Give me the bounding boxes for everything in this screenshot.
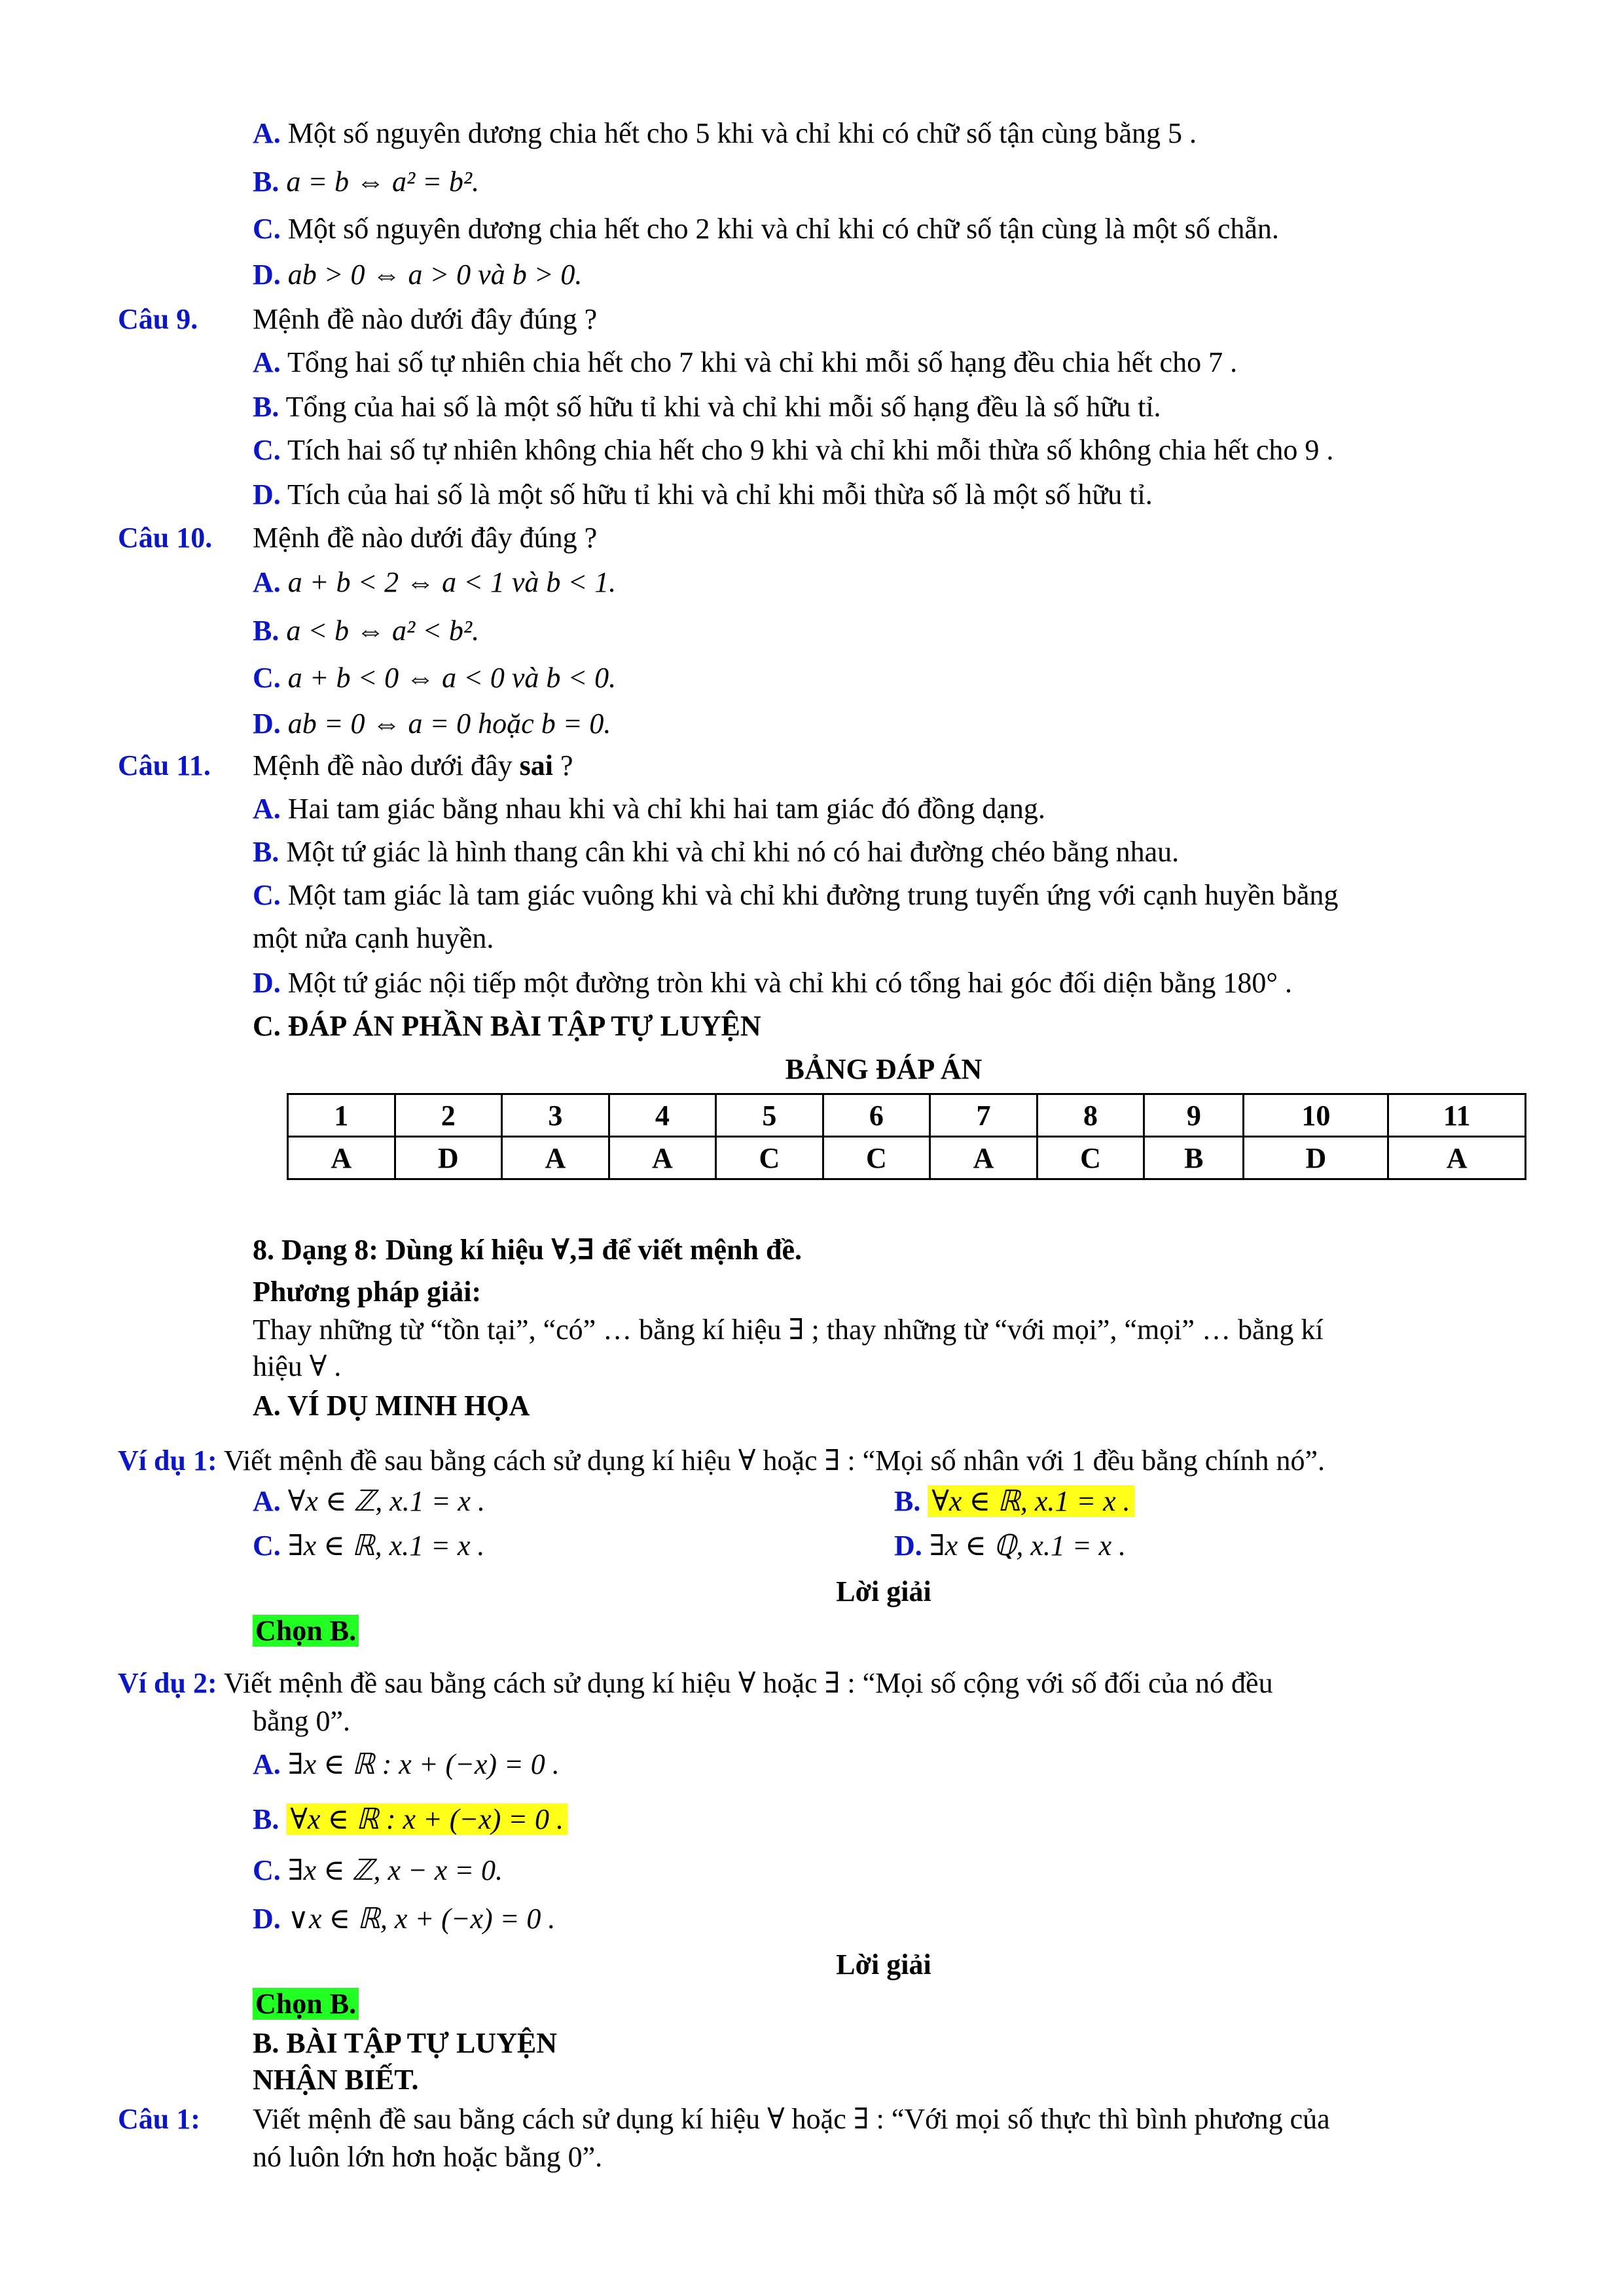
example-2-stem (118, 1665, 1273, 1702)
answer-number-cell: 11 (1388, 1094, 1526, 1137)
question-text: Mệnh đề nào dưới đây đúng ? (253, 303, 598, 335)
method-text-cont: hiệu ∀ . (253, 1350, 342, 1382)
example-text: Viết mệnh đề sau bằng cách sử dụng kí hiệu ∀ hoặc ∃ : “Mọi số nhân với 1 đều bằng chính nó”. (223, 1444, 1325, 1477)
method-heading: Phương pháp giải: (253, 1276, 482, 1308)
answer-number-cell: 3 (502, 1094, 609, 1137)
q9-option-c (253, 432, 1333, 469)
answer-table-answers-row (288, 1137, 1526, 1179)
q10-option-a (253, 564, 616, 601)
answer-highlight: Chọn B. (253, 1615, 359, 1647)
option-label: D. (253, 967, 281, 999)
answer-number-cell: 1 (288, 1094, 395, 1137)
option-math-highlighted: ∀x ∈ ℝ, x.1 = x . (928, 1485, 1134, 1517)
answer-number-cell: 8 (1037, 1094, 1144, 1137)
option-label: C. (253, 879, 281, 911)
option-label: C. (253, 213, 281, 245)
option-math: ∃x ∈ ℚ, x.1 = x . (929, 1530, 1127, 1562)
answer-letter-cell: A (502, 1137, 609, 1179)
question-text: Mệnh đề nào dưới đây đúng ? (253, 522, 598, 554)
option-text: Tổng hai số tự nhiên chia hết cho 7 khi và chỉ khi mỗi số hạng đều chia hết cho 7 . (287, 346, 1238, 378)
question-label: Câu 9. (118, 303, 198, 335)
option-text: Một tam giác là tam giác vuông khi và chỉ khi đường trung tuyến ứng với cạnh huyền bằng (287, 879, 1339, 911)
option-label: D. (894, 1530, 922, 1562)
ex2-option-d (253, 1901, 555, 1937)
ex2-option-c (253, 1852, 503, 1889)
ex1-option-a (253, 1483, 485, 1520)
answer-table (287, 1093, 1526, 1180)
answer-table-title: BẢNG ĐÁP ÁN (785, 1053, 983, 1085)
ex1-option-d (894, 1528, 1126, 1564)
option-label: D. (253, 478, 281, 511)
example-label: Ví dụ 1: (118, 1444, 217, 1477)
ex1-option-b (894, 1483, 1134, 1520)
option-math: a = b ⇔ a² = b². (286, 166, 480, 198)
q9-option-b (253, 389, 1161, 425)
method-text: Thay những từ “tồn tại”, “có” … bằng kí hiệu ∃ ; thay những từ “với mọi”, “mọi” … bằng kí (253, 1314, 1324, 1346)
option-math: ab = 0 ⇔ a = 0 hoặc b = 0. (287, 708, 611, 740)
answer-number-cell: 5 (716, 1094, 823, 1137)
examples-heading: A. VÍ DỤ MINH HỌA (253, 1390, 530, 1422)
answer-number-cell: 4 (609, 1094, 716, 1137)
option-label: B. (253, 615, 280, 647)
answer-highlight: Chọn B. (253, 1988, 359, 2020)
option-label: C. (253, 1530, 281, 1562)
answer-number-cell: 9 (1144, 1094, 1244, 1137)
answer-number-cell: 10 (1244, 1094, 1388, 1137)
solution-heading: Lời giải (836, 1575, 931, 1607)
option-math: ∨x ∈ ℝ, x + (−x) = 0 . (287, 1903, 556, 1935)
ex2-option-a (253, 1746, 560, 1783)
example-text: Viết mệnh đề sau bằng cách sử dụng kí hiệu ∀ hoặc ∃ : “Mọi số cộng với số đối của nó đều (223, 1667, 1273, 1699)
option-text: Một số nguyên dương chia hết cho 2 khi và chỉ khi có chữ số tận cùng là một số chẵn. (287, 213, 1279, 245)
q11-option-c-cont (253, 920, 494, 957)
question-emphasis: sai (519, 749, 553, 781)
option-math: ∃x ∈ ℝ : x + (−x) = 0 . (287, 1748, 560, 1780)
example-1-stem (118, 1443, 1325, 1479)
answer-letter-cell: B (1144, 1137, 1244, 1179)
q9-option-d (253, 476, 1153, 513)
q8-option-d (253, 257, 582, 293)
q10-option-c (253, 660, 616, 696)
practice-q1-stem (118, 2101, 1330, 2138)
q10-option-b (253, 613, 479, 649)
answer-letter-cell: D (1244, 1137, 1388, 1179)
option-text: một nửa cạnh huyền. (253, 922, 494, 954)
solution-heading-2: Lời giải (836, 1948, 931, 1981)
option-math: a + b < 0 ⇔ a < 0 và b < 0. (287, 662, 617, 694)
q10-stem (118, 520, 597, 556)
section-title: 8. Dạng 8: Dùng kí hiệu ∀,∃ để viết mệnh đề. (253, 1234, 803, 1266)
option-label: C. (253, 434, 281, 466)
answer-choice (253, 1613, 359, 1649)
option-label: A. (253, 1748, 281, 1780)
option-text: Hai tam giác bằng nhau khi và chỉ khi hai tam giác đó đồng dạng. (287, 793, 1045, 825)
option-text: Tích của hai số là một số hữu tỉ khi và chỉ khi mỗi thừa số là một số hữu tỉ. (287, 478, 1153, 511)
question-label: Câu 1: (118, 2103, 200, 2135)
practice-q1-stem-cont: nó luôn lớn hơn hoặc bằng 0”. (253, 2141, 603, 2173)
ex2-option-b (253, 1801, 568, 1838)
q11-option-a (253, 791, 1045, 827)
option-label: D. (253, 708, 281, 740)
option-math-highlighted: ∀x ∈ ℝ : x + (−x) = 0 . (286, 1803, 568, 1835)
option-text: Một tứ giác là hình thang cân khi và chỉ khi nó có hai đường chéo bằng nhau. (286, 836, 1180, 868)
option-math: ∃x ∈ ℤ, x − x = 0. (287, 1854, 503, 1886)
option-label: B. (253, 391, 280, 423)
question-text: Viết mệnh đề sau bằng cách sử dụng kí hiệu ∀ hoặc ∃ : “Với mọi số thực thì bình phương của (253, 2103, 1330, 2135)
option-label: B. (253, 166, 280, 198)
q8-option-c (253, 211, 1279, 247)
answer-letter-cell: A (609, 1137, 716, 1179)
option-math: ∀x ∈ ℤ, x.1 = x . (287, 1485, 485, 1517)
option-label: B. (253, 836, 280, 868)
example-2-stem-cont: bằng 0”. (253, 1705, 351, 1737)
option-text: Tổng của hai số là một số hữu tỉ khi và chỉ khi mỗi số hạng đều là số hữu tỉ. (285, 391, 1161, 423)
answer-number-cell: 2 (395, 1094, 502, 1137)
answer-choice-2 (253, 1986, 359, 2022)
answer-letter-cell: D (395, 1137, 502, 1179)
q10-option-d (253, 706, 611, 742)
option-label: C. (253, 662, 281, 694)
option-math: ∃x ∈ ℝ, x.1 = x . (287, 1530, 485, 1562)
q11-option-c (253, 877, 1338, 914)
option-label: A. (253, 566, 281, 598)
question-text-end: ? (552, 749, 573, 781)
q11-stem (118, 747, 573, 784)
q11-option-b (253, 834, 1179, 870)
answer-letter-cell: C (823, 1137, 930, 1179)
option-math: a + b < 2 ⇔ a < 1 và b < 1. (287, 566, 617, 598)
option-label: A. (253, 117, 281, 149)
option-label: B. (894, 1485, 921, 1517)
answer-letter-cell: A (1388, 1137, 1526, 1179)
option-label: A. (253, 346, 281, 378)
q8-option-b (253, 164, 479, 200)
answer-letter-cell: A (288, 1137, 395, 1179)
option-math: ab > 0 ⇔ a > 0 và b > 0. (287, 259, 583, 291)
option-text: Tích hai số tự nhiên không chia hết cho 9 khi và chỉ khi mỗi thừa số không chia hết cho 9 . (287, 434, 1334, 466)
question-label: Câu 11. (118, 749, 211, 781)
option-text: Một số nguyên dương chia hết cho 5 khi và chỉ khi có chữ số tận cùng bằng 5 . (287, 117, 1197, 149)
answer-number-cell: 6 (823, 1094, 930, 1137)
question-label: Câu 10. (118, 522, 213, 554)
option-label: A. (253, 793, 281, 825)
q9-option-a (253, 344, 1237, 381)
practice-level: NHẬN BIẾT. (253, 2064, 419, 2096)
option-label: C. (253, 1854, 281, 1886)
practice-heading: B. BÀI TẬP TỰ LUYỆN (253, 2027, 557, 2059)
answer-letter-cell: A (930, 1137, 1038, 1179)
option-math: a < b ⇔ a² < b². (286, 615, 480, 647)
example-label: Ví dụ 2: (118, 1667, 217, 1699)
answer-section-heading: C. ĐÁP ÁN PHẦN BÀI TẬP TỰ LUYỆN (253, 1010, 761, 1042)
question-text: Mệnh đề nào dưới đây (253, 749, 520, 781)
answer-letter-cell: C (1037, 1137, 1144, 1179)
answer-number-cell: 7 (930, 1094, 1038, 1137)
answer-table-numbers-row (288, 1094, 1526, 1137)
option-label: D. (253, 259, 281, 291)
option-label: D. (253, 1903, 281, 1935)
q11-option-d (253, 965, 1292, 1001)
q8-option-a (253, 115, 1197, 152)
option-label: A. (253, 1485, 281, 1517)
ex1-option-c (253, 1528, 484, 1564)
answer-letter-cell: C (716, 1137, 823, 1179)
q9-stem (118, 301, 597, 338)
option-label: B. (253, 1803, 280, 1835)
option-text: Một tứ giác nội tiếp một đường tròn khi và chỉ khi có tổng hai góc đối diện bằng 180° . (287, 967, 1293, 999)
